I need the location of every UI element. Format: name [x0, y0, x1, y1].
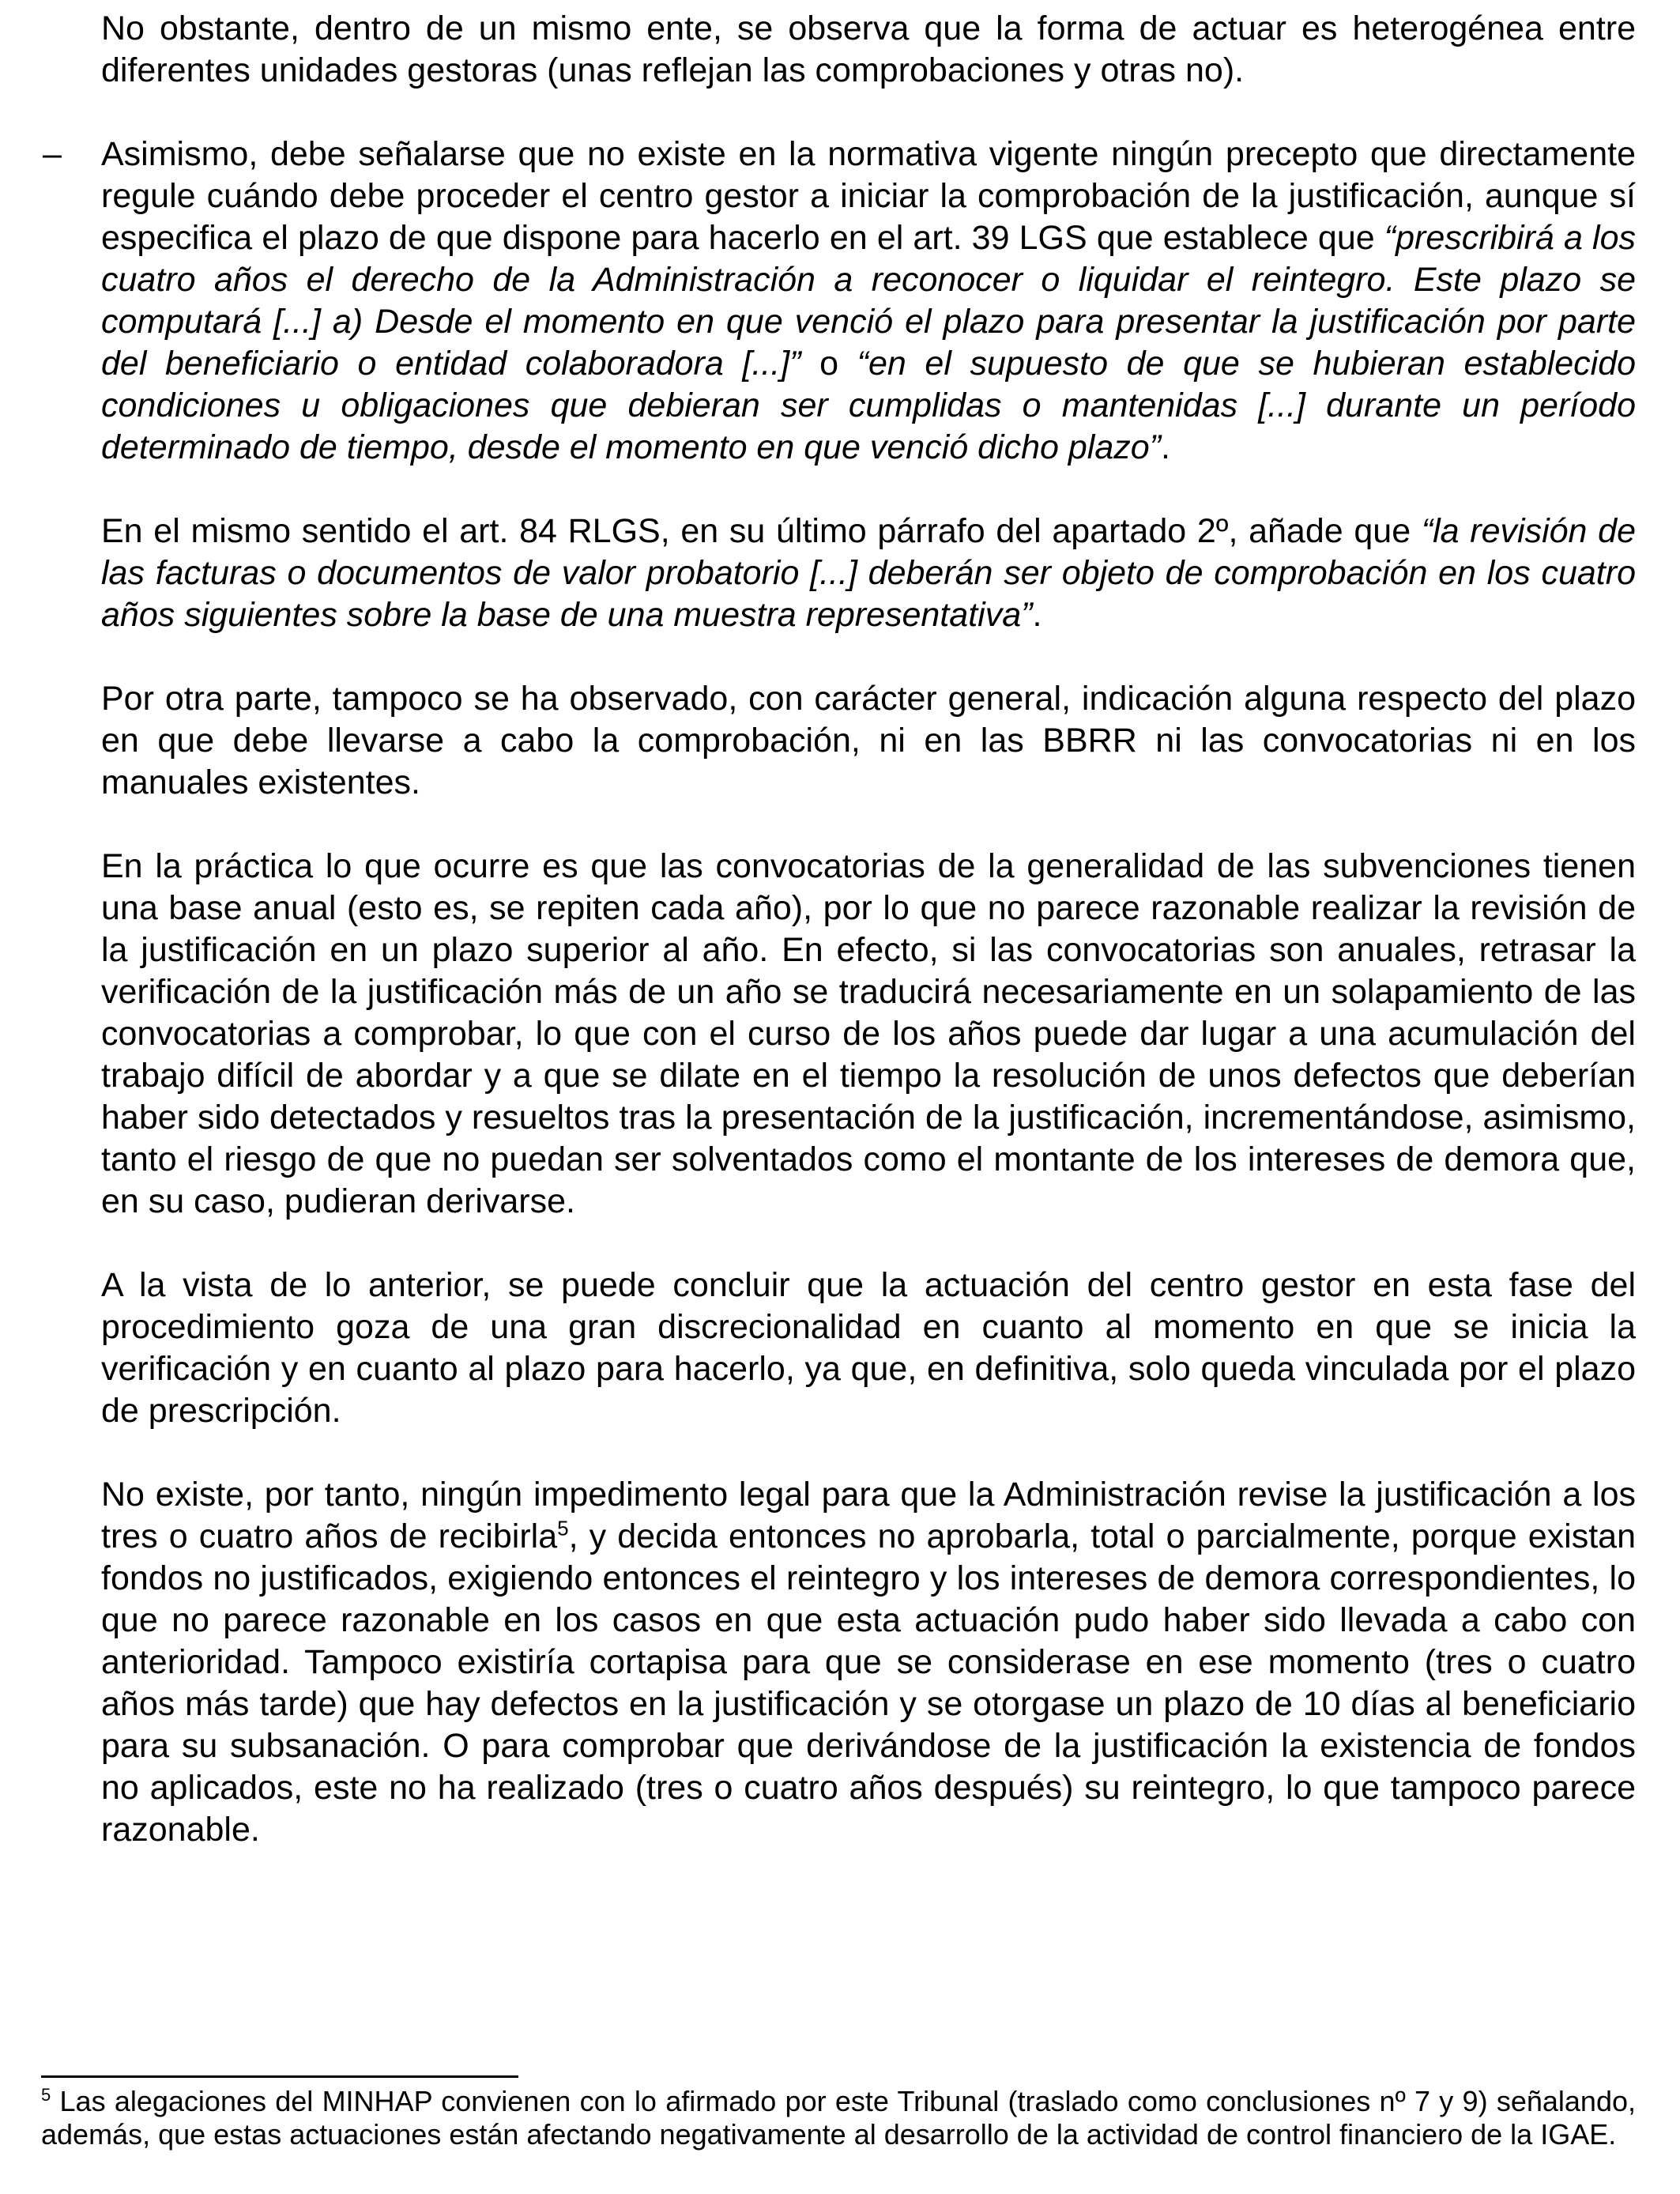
paragraph-3-text-a: En el mismo sentido el art. 84 RLGS, en su último párrafo del apartado 2º, añade que: [101, 512, 1422, 550]
paragraph-3-text-b: .: [1032, 596, 1042, 634]
footnote-reference-5: 5: [557, 1516, 569, 1540]
paragraph-4: [101, 678, 1636, 804]
paragraph-7: [101, 1474, 1636, 1851]
paragraph-1-text: No obstante, dentro de un mismo ente, se observa que la forma de actuar es heterogénea entre diferentes unidades gestoras (unas reflejan las comprobaciones y otras no).: [101, 9, 1636, 89]
footnote-text: Las alegaciones del MINHAP convienen con lo afirmado por este Tribunal (traslado como conclusiones nº 7 y 9) señalando, además, que estas actuaciones están afectando negativamente al desarrollo de la actividad de control financiero de la IGAE.: [41, 2085, 1636, 2151]
paragraph-3-quote: “la revisión de las facturas o documentos de valor probatorio [...] deberán ser objeto de comprobación en los cuatro años siguientes sobre la base de una muestra representativa”: [101, 512, 1636, 634]
paragraph-2-quote-1: “prescribirá a los cuatro años el derecho de la Administración a reconocer o liquidar el reintegro. Este plazo se computará [...] a) Desde el momento en que venció el plazo para presentar la justificación por parte del beneficiario o entidad colaboradora [...]”: [101, 219, 1636, 383]
paragraph-7-text-a: No existe, por tanto, ningún impedimento legal para que la Administración revise la justificación a los tres o cuatro años de recibirla: [101, 1476, 1636, 1555]
paragraph-6: [101, 1265, 1636, 1432]
paragraph-5: [101, 846, 1636, 1223]
footnote-marker: 5: [41, 2085, 51, 2105]
paragraph-5-text: En la práctica lo que ocurre es que las convocatorias de la generalidad de las subvenciones tienen una base anual (esto es, se repiten cada año), por lo que no parece razonable realizar la revisión de la justificación en un plazo superior al año. En efecto, si las convocatorias son anuales, retrasar la verificación de la justificación más de un año se traducirá necesariamente en un solapamiento de las convocatorias a comprobar, lo que con el curso de los años puede dar lugar a una acumulación del trabajo difícil de abordar y a que se dilate en el tiempo la resolución de unos defectos que deberían haber sido detectados y resueltos tras la presentación de la justificación, incrementándose, asimismo, tanto el riesgo de que no puedan ser solventados como el montante de los intereses de demora que, en su caso, pudieran derivarse.: [101, 847, 1636, 1220]
paragraph-7-text-b: , y decida entonces no aprobarla, total o parcialmente, porque existan fondos no justificados, exigiendo entonces el reintegro y los intereses de demora correspondientes, lo que no parece razonable en los casos en que esta actuación pudo haber sido llevada a cabo con anterioridad. Tampoco existiría cortapisa para que se considerase en ese momento (tres o cuatro años más tarde) que hay defectos en la justificación y se otorgase un plazo de 10 días al beneficiario para su subsanación. O para comprobar que derivándose de la justificación la existencia de fondos no aplicados, este no ha realizado (tres o cuatro años después) su reintegro, lo que tampoco parece razonable.: [101, 1517, 1636, 1849]
paragraph-1: [101, 8, 1636, 92]
paragraph-2-quote-2: “en el supuesto de que se hubieran establecido condiciones u obligaciones que debieran ser cumplidas o mantenidas [...] durante un período determinado de tiempo, desde el momento en que venció dicho plazo”: [101, 345, 1637, 466]
footnote-separator: [41, 2075, 518, 2078]
footnote-5: [41, 2085, 1636, 2151]
paragraph-6-text: A la vista de lo anterior, se puede concluir que la actuación del centro gestor en esta fase del procedimiento goza de una gran discrecionalidad en cuanto al momento en que se inicia la verificación y en cuanto al plazo para hacerlo, ya que, en definitiva, solo queda vinculada por el plazo de prescripción.: [101, 1266, 1636, 1430]
paragraph-2-bulleted: [43, 134, 1637, 469]
body-text: [43, 8, 1637, 1851]
paragraph-2-text-a: Asimismo, debe señalarse que no existe en la normativa vigente ningún precepto que directamente regule cuándo debe proceder el centro gestor a iniciar la comprobación de la justificación, aunque sí especifica el plazo de que dispone para hacerlo en el art. 39 LGS que establece que: [101, 135, 1636, 257]
paragraph-2-text-b: o: [800, 345, 857, 383]
paragraph-3: [101, 511, 1636, 636]
dash-bullet: –: [43, 135, 62, 173]
paragraph-2-text-c: .: [1161, 428, 1170, 466]
paragraph-4-text: Por otra parte, tampoco se ha observado, con carácter general, indicación alguna respecto del plazo en que debe llevarse a cabo la comprobación, ni en las BBRR ni las convocatorias ni en los manuales existentes.: [101, 680, 1636, 801]
